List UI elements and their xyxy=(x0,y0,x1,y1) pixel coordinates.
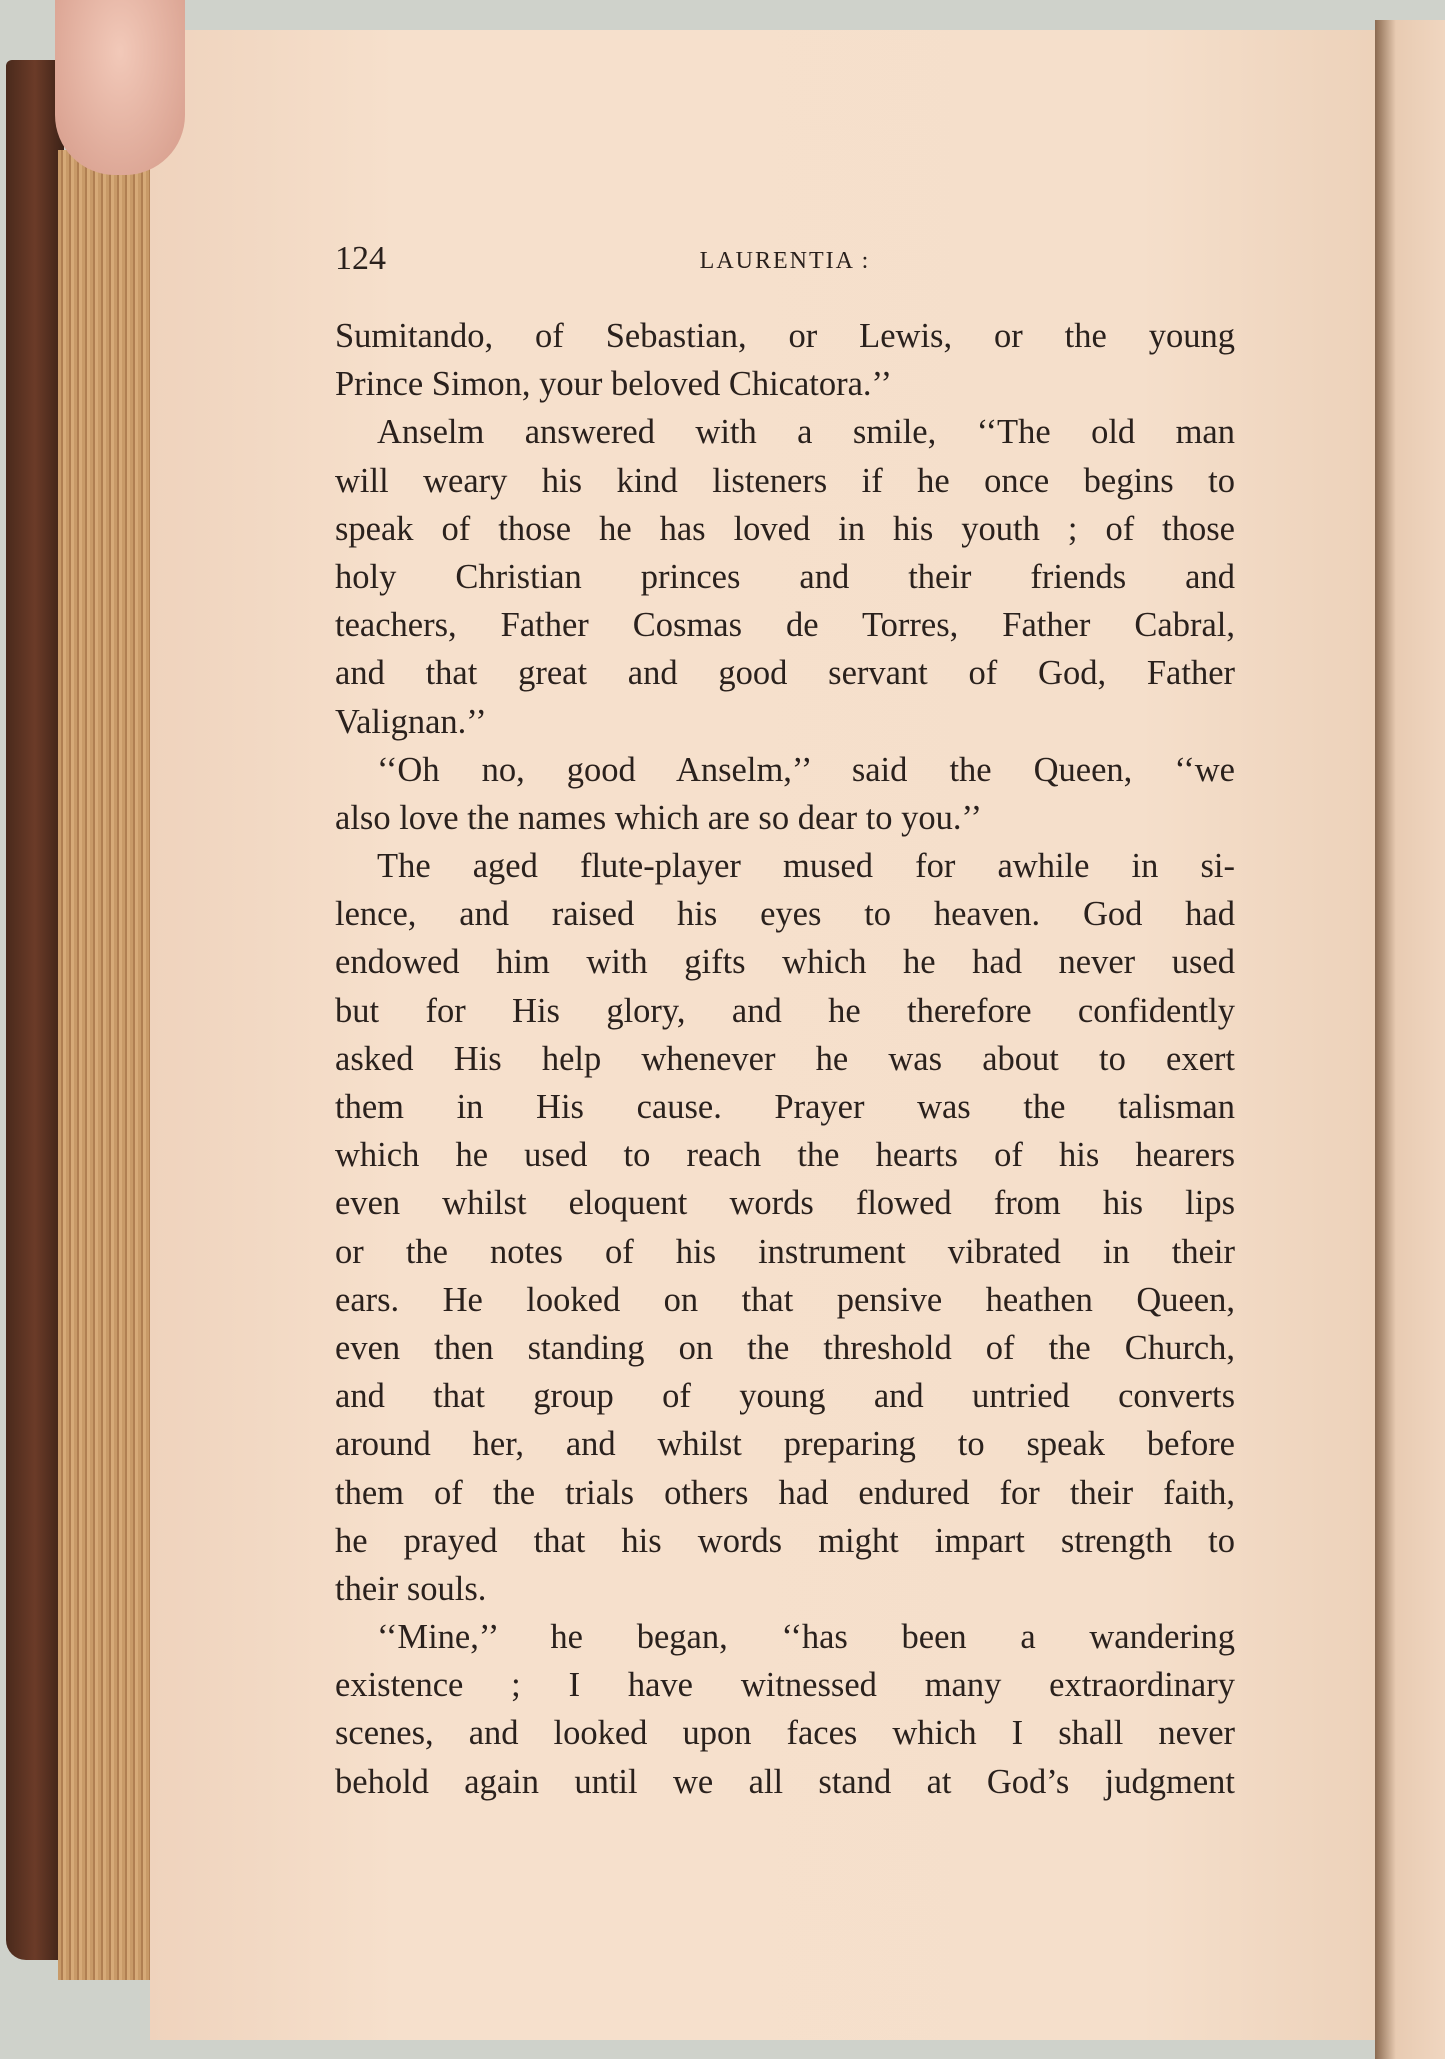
text-line: even whilst eloquent words flowed from his lips xyxy=(335,1184,1235,1223)
text-line: even then standing on the threshold of the Church, xyxy=(335,1328,1235,1367)
text-line: holy Christian princes and their friends and xyxy=(335,557,1235,596)
text-line: behold again until we all stand at God’s judgment xyxy=(335,1762,1235,1801)
thumb xyxy=(55,0,185,175)
text-line: existence ; I have witnessed many extraordinary xyxy=(335,1666,1235,1705)
text-line: scenes, and looked upon faces which I shall never xyxy=(335,1714,1235,1753)
text-line: Sumitando, of Sebastian, or Lewis, or the young xyxy=(335,317,1235,355)
text-line: asked His help whenever he was about to exert xyxy=(335,1039,1235,1078)
text-line: also love the names which are so dear to you.’’ xyxy=(335,798,982,837)
text-line: them in His cause. Prayer was the talisman xyxy=(335,1088,1235,1126)
text-line: Prince Simon, your beloved Chicatora.’’ xyxy=(335,365,892,404)
text-line: around her, and whilst preparing to speak before xyxy=(335,1425,1235,1464)
page-header xyxy=(335,240,1235,284)
text-line: which he used to reach the hearts of his hearers xyxy=(335,1136,1235,1175)
page-number: 124 xyxy=(335,240,386,277)
text-line: Anselm answered with a smile, ‘‘The old man xyxy=(377,413,1235,452)
text-line: and that group of young and untried converts xyxy=(335,1377,1235,1416)
text-line: will weary his kind listeners if he once begins to xyxy=(335,461,1235,500)
text-line: them of the trials others had endured for their faith, xyxy=(335,1473,1235,1512)
page-edges xyxy=(58,150,153,1980)
text-line: ‘‘Oh no, good Anselm,’’ said the Queen, ‘‘we xyxy=(377,750,1235,789)
facing-page-edge xyxy=(1375,20,1445,2059)
text-line: but for His glory, and he therefore confidently xyxy=(335,991,1235,1030)
text-line: ears. He looked on that pensive heathen Queen, xyxy=(335,1280,1235,1319)
body-text xyxy=(335,312,1235,1806)
text-line: speak of those he has loved in his youth ; of those xyxy=(335,509,1235,548)
text-line: and that great and good servant of God, Father xyxy=(335,654,1235,693)
text-line: The aged flute-player mused for awhile in si- xyxy=(377,847,1235,886)
text-line: ‘‘Mine,’’ he began, ‘‘has been a wandering xyxy=(377,1618,1235,1657)
text-line: their souls. xyxy=(335,1569,487,1608)
text-line: teachers, Father Cosmas de Torres, Father Cabral, xyxy=(335,606,1235,645)
text-line: he prayed that his words might impart strength to xyxy=(335,1521,1235,1560)
text-line: endowed him with gifts which he had never used xyxy=(335,943,1235,982)
text-line: lence, and raised his eyes to heaven. God had xyxy=(335,895,1235,934)
text-line: Valignan.’’ xyxy=(335,702,487,741)
text-line: or the notes of his instrument vibrated in their xyxy=(335,1232,1235,1271)
running-head: LAURENTIA : xyxy=(699,248,871,274)
book-cover xyxy=(6,60,64,1960)
